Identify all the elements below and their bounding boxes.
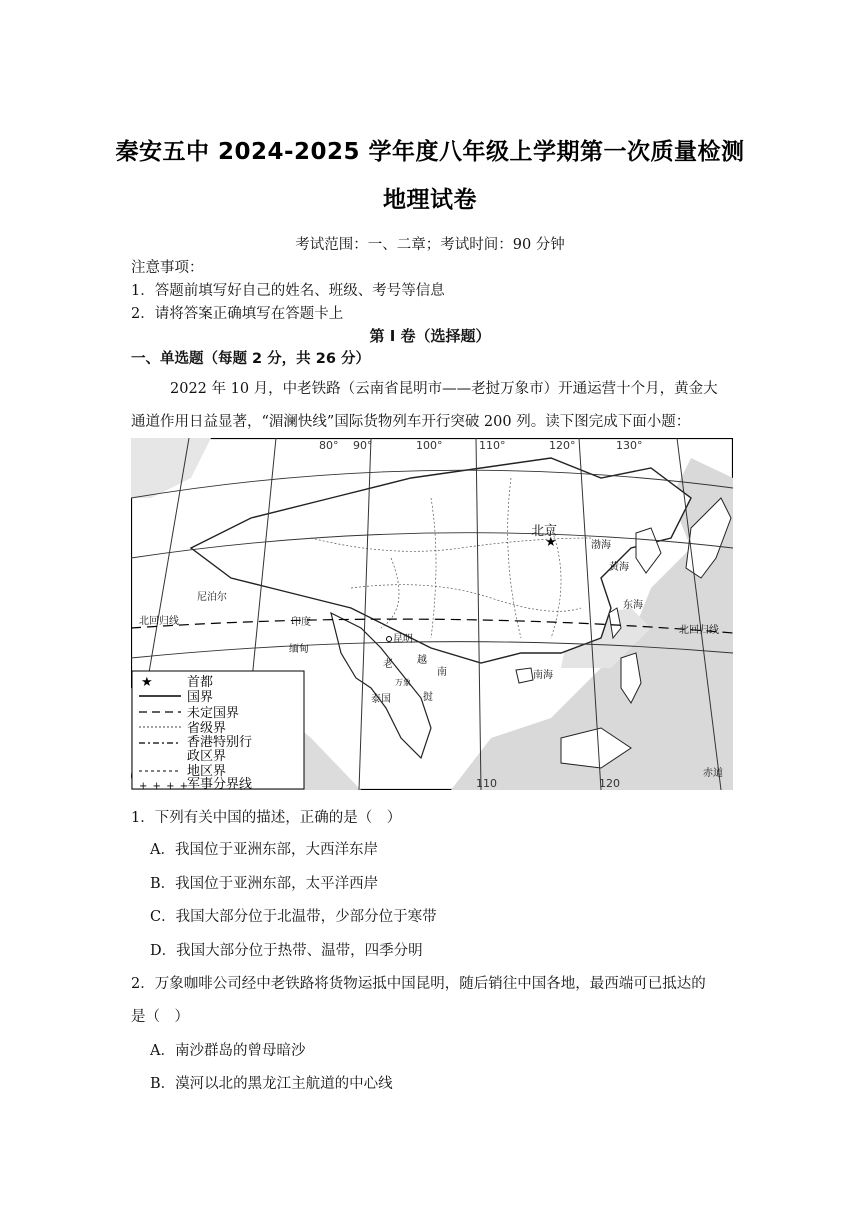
map-legend [132, 671, 304, 790]
question-2-stem-line2: 是（ ） [131, 1009, 189, 1025]
lon-label-100: 100° [416, 439, 443, 452]
legend-label-hk: 香港特别行 [187, 735, 253, 750]
exam-info: 考试范围：一、二章；考试时间：90 分钟 [295, 237, 565, 253]
label-india: 印度 [291, 617, 311, 628]
part-title: 一、单选题（每题 2 分，共 26 分） [131, 351, 370, 367]
lon-label-120: 120° [549, 439, 576, 452]
exam-title-line2: 地理试卷 [383, 187, 477, 213]
question-2-stem-line1: 2．万象咖啡公司经中老铁路将货物运抵中国昆明，随后销往中国各地，最西端可已抵达的 [131, 976, 706, 992]
label-donghai: 东海 [623, 600, 643, 611]
bottom-lon-110: 110 [476, 777, 497, 790]
question-2-option-b[interactable]: B．漠河以北的黑龙江主航道的中心线 [150, 1076, 393, 1092]
lon-label-90: 90° [353, 439, 373, 452]
label-cambodia: 挝 [423, 692, 433, 703]
bottom-lon-120: 120 [599, 777, 620, 790]
note-item-1: 1．答题前填写好自己的姓名、班级、考号等信息 [131, 283, 445, 299]
question-1-option-b[interactable]: B．我国位于亚洲东部，太平洋西岸 [150, 876, 379, 892]
label-tropic-left: 北回归线 [139, 616, 179, 627]
label-vientiane: 万象 [395, 678, 411, 687]
label-south: 南 [437, 667, 447, 678]
legend-label-undetermined: 未定国界 [187, 706, 240, 721]
question-1-option-d[interactable]: D．我国大部分位于热带、温带，四季分明 [150, 943, 423, 959]
question-2-option-a[interactable]: A．南沙群岛的曾母暗沙 [150, 1043, 306, 1059]
volume-title: 第 I 卷（选择题） [369, 327, 491, 345]
question-1-option-a[interactable]: A．我国位于亚洲东部，大西洋东岸 [150, 842, 378, 858]
exam-title-line1: 秦安五中 2024-2025 学年度八年级上学期第一次质量检测 [115, 139, 745, 165]
asia-map [131, 438, 733, 790]
label-huanghai: 黄海 [609, 562, 629, 573]
label-nanhai: 南海 [533, 670, 553, 681]
legend-label-province: 省级界 [187, 721, 227, 736]
label-kunming: 昆明 [393, 634, 413, 645]
question-1-stem: 1．下列有关中国的描述，正确的是（ ） [131, 810, 402, 826]
note-item-2: 2．请将答案正确填写在答题卡上 [131, 306, 344, 322]
label-bohai: 渤海 [591, 540, 611, 551]
legend-label-hk-2: 政区界 [187, 749, 227, 764]
label-myanmar: 缅甸 [289, 644, 309, 655]
intro-line-2: 通道作用日益显著，“湄澜快线”国际货物列车开行突破 200 列。读下图完成下面小题： [131, 414, 691, 430]
label-beijing: 北京 [531, 524, 558, 539]
label-laos: 老 [383, 659, 393, 670]
label-equator: 赤道 [703, 768, 723, 779]
legend-star-icon: ★ [141, 675, 153, 690]
legend-label-capital: 首都 [187, 675, 214, 690]
question-1-option-c[interactable]: C．我国大部分位于北温带，少部分位于寒带 [150, 909, 437, 925]
capital-star-icon: ★ [545, 535, 557, 550]
hainan-outline [516, 668, 533, 683]
lon-label-110: 110° [479, 439, 506, 452]
legend-label-border: 国界 [187, 690, 214, 705]
lon-label-80: 80° [319, 439, 339, 452]
label-tropic-right: 北回归线 [679, 625, 719, 636]
label-nepal: 尼泊尔 [197, 592, 227, 603]
legend-label-region: 地区界 [187, 764, 227, 779]
label-thailand: 泰国 [371, 694, 391, 705]
label-vietnam: 越 [417, 655, 427, 666]
notes-heading: 注意事项： [131, 260, 204, 276]
lon-label-130: 130° [616, 439, 643, 452]
legend-cross-line-icon: + + + + [139, 781, 190, 790]
legend-label-military: 军事分界线 [187, 777, 253, 790]
intro-line-1: 2022 年 10 月，中老铁路（云南省昆明市——老挝万象市）开通运营十个月，黄金大 [170, 381, 718, 397]
